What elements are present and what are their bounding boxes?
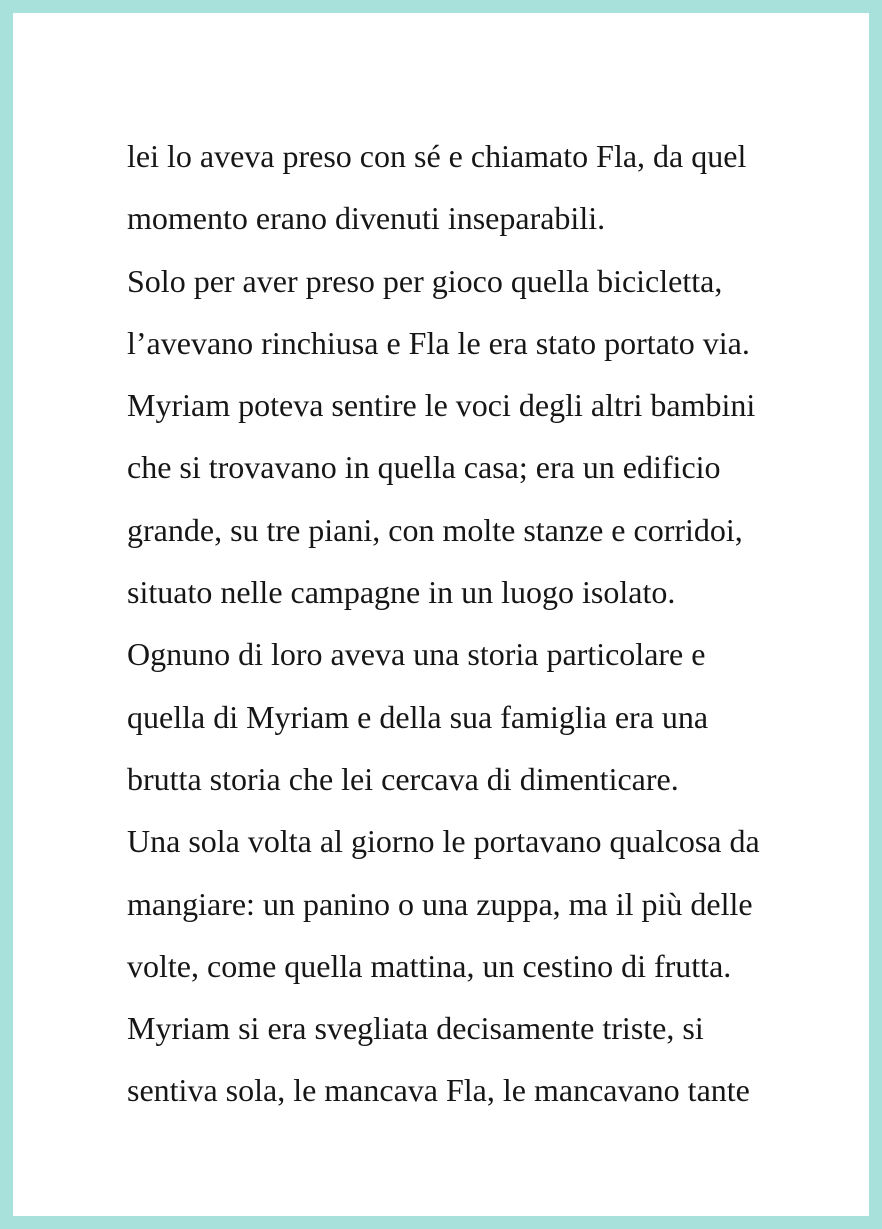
text-line: Myriam poteva sentire le voci degli altri bambini <box>127 387 756 424</box>
text-line: Una sola volta al giorno le portavano qualcosa da <box>127 823 760 860</box>
text-line: volte, come quella mattina, un cestino di frutta. <box>127 947 732 984</box>
text-line: lei lo aveva preso con sé e chiamato Fla, da quel <box>127 138 747 174</box>
text-line: Myriam si era svegliata decisamente triste, si <box>127 1010 704 1047</box>
book-page <box>13 13 869 1216</box>
text-line: Ognuno di loro aveva una storia particolare e <box>127 636 706 673</box>
text-line: sentiva sola, le mancava Fla, le mancavano tante <box>127 1072 750 1109</box>
text-line: situato nelle campagne in un luogo isolato. <box>127 574 676 611</box>
text-line: quella di Myriam e della sua famiglia era una <box>127 698 709 735</box>
text-line: che si trovavano in quella casa; era un edificio <box>127 449 721 486</box>
text-line: Solo per aver preso per gioco quella bicicletta, <box>127 262 723 299</box>
text-line: grande, su tre piani, con molte stanze e corridoi, <box>127 511 743 548</box>
body-text <box>127 125 827 1122</box>
text-line: momento erano divenuti inseparabili. <box>127 200 606 237</box>
text-line: mangiare: un panino o una zuppa, ma il più delle <box>127 885 753 922</box>
text-line: brutta storia che lei cercava di dimenticare. <box>127 760 679 797</box>
text-line: l’avevano rinchiusa e Fla le era stato portato via. <box>127 324 750 361</box>
